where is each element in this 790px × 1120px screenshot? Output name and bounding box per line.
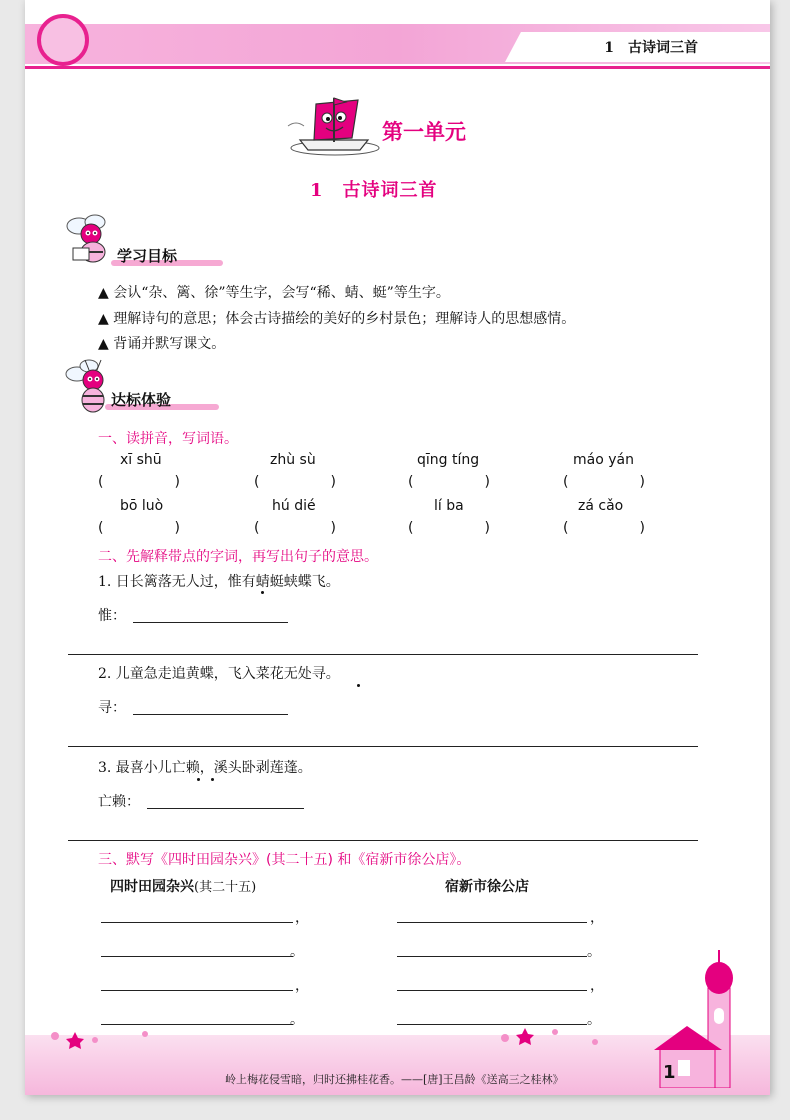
pinyin-7: lí ba (434, 498, 464, 514)
answer-box-1[interactable]: ( ) (98, 474, 180, 490)
pinyin-3: qīng tíng (417, 452, 480, 468)
question-2-title: 二、先解释带点的字词，再写出句子的意思。 (98, 549, 378, 565)
emphasis-dot (357, 684, 360, 687)
poem-1-line-3[interactable] (101, 990, 293, 991)
goals-section-label: 学习目标 (117, 247, 178, 265)
q2-sentence-2: 2. 儿童急走追黄蝶，飞入菜花无处寻。 (98, 666, 340, 682)
q2-label-2: 寻： (98, 700, 126, 716)
poem-1-line-1[interactable] (101, 922, 293, 923)
q2-answer-line-1[interactable] (133, 622, 288, 623)
poem-1-punct-3: ， (295, 978, 309, 994)
pinyin-1: xī shū (120, 452, 162, 468)
q2-sentence-3: 3. 最喜小儿亡赖，溪头卧剥莲蓬。 (98, 760, 312, 776)
answer-box-3[interactable]: ( ) (408, 474, 490, 490)
header-divider (25, 66, 770, 69)
workbook-page (25, 0, 770, 1095)
q2-meaning-line-1[interactable] (68, 654, 698, 655)
poem-1-subtitle: (其二十五) (194, 880, 257, 895)
poem-1-title (110, 876, 256, 896)
poem-1-line-2[interactable] (101, 956, 293, 957)
poem-2-line-2[interactable] (397, 956, 587, 957)
goal-item-2: ▲ 理解诗句的意思；体会古诗描绘的美好的乡村景色；理解诗人的思想感情。 (98, 311, 576, 327)
answer-box-7[interactable]: ( ) (408, 520, 490, 536)
q2-meaning-line-3[interactable] (68, 840, 698, 841)
q2-answer-line-3[interactable] (147, 808, 304, 809)
poem-2-punct-2: 。 (587, 944, 601, 960)
q2-sentence-1: 1. 日长篱落无人过，惟有蜻蜓蛱蝶飞。 (98, 574, 340, 590)
answer-box-4[interactable]: ( ) (563, 474, 645, 490)
question-3-title: 三、默写《四时田园杂兴》(其二十五) 和《宿新市徐公店》。 (98, 852, 471, 868)
answer-box-2[interactable]: ( ) (254, 474, 336, 490)
q2-label-1: 惟： (98, 608, 126, 624)
q2-answer-line-2[interactable] (133, 714, 288, 715)
pinyin-2: zhù sù (270, 452, 316, 468)
pinyin-5: bō luò (120, 498, 164, 514)
footer-quote: 岭上梅花侵雪暗，归时还拂桂花香。——[唐]王昌龄《送高三之桂林》 (225, 1073, 564, 1086)
q2-label-3: 亡赖： (98, 794, 140, 810)
footer-flowers-decoration (35, 1018, 635, 1058)
answer-box-5[interactable]: ( ) (98, 520, 180, 536)
header-circle-decoration (37, 14, 89, 66)
question-1-title: 一、读拼音，写词语。 (98, 431, 238, 447)
poem-1-punct-1: ， (295, 910, 309, 926)
emphasis-dot (197, 778, 200, 781)
pinyin-4: máo yán (573, 452, 634, 468)
page-number: 1 (663, 1062, 676, 1083)
q2-meaning-line-2[interactable] (68, 746, 698, 747)
emphasis-dot (261, 591, 264, 594)
poem-2-line-3[interactable] (397, 990, 587, 991)
poem-1-punct-2: 。 (290, 944, 304, 960)
unit-title: 第一单元 (382, 120, 466, 144)
poem-2-punct-1: ， (590, 910, 604, 926)
sailboat-icon (280, 96, 380, 158)
pinyin-6: hú dié (272, 498, 316, 514)
answer-box-8[interactable]: ( ) (563, 520, 645, 536)
goal-item-1: ▲ 会认“杂、篱、徐”等生字，会写“稀、蜻、蜓”等生字。 (98, 285, 450, 301)
lesson-title: 1 古诗词三首 (310, 180, 438, 201)
poem-1-name: 四时田园杂兴 (110, 879, 194, 895)
answer-box-6[interactable]: ( ) (254, 520, 336, 536)
header-title: 1 古诗词三首 (604, 40, 698, 56)
pinyin-8: zá cǎo (578, 498, 624, 514)
goal-item-3: ▲ 背诵并默写课文。 (98, 336, 226, 352)
castle-icon (640, 948, 750, 1088)
poem-2-title: 宿新市徐公店 (445, 879, 529, 895)
emphasis-dot (211, 778, 214, 781)
poem-2-punct-4: 。 (587, 1012, 601, 1028)
poem-1-punct-4: 。 (290, 1012, 304, 1028)
poem-2-line-1[interactable] (397, 922, 587, 923)
practice-section-label: 达标体验 (111, 391, 172, 409)
poem-2-punct-3: ， (590, 978, 604, 994)
